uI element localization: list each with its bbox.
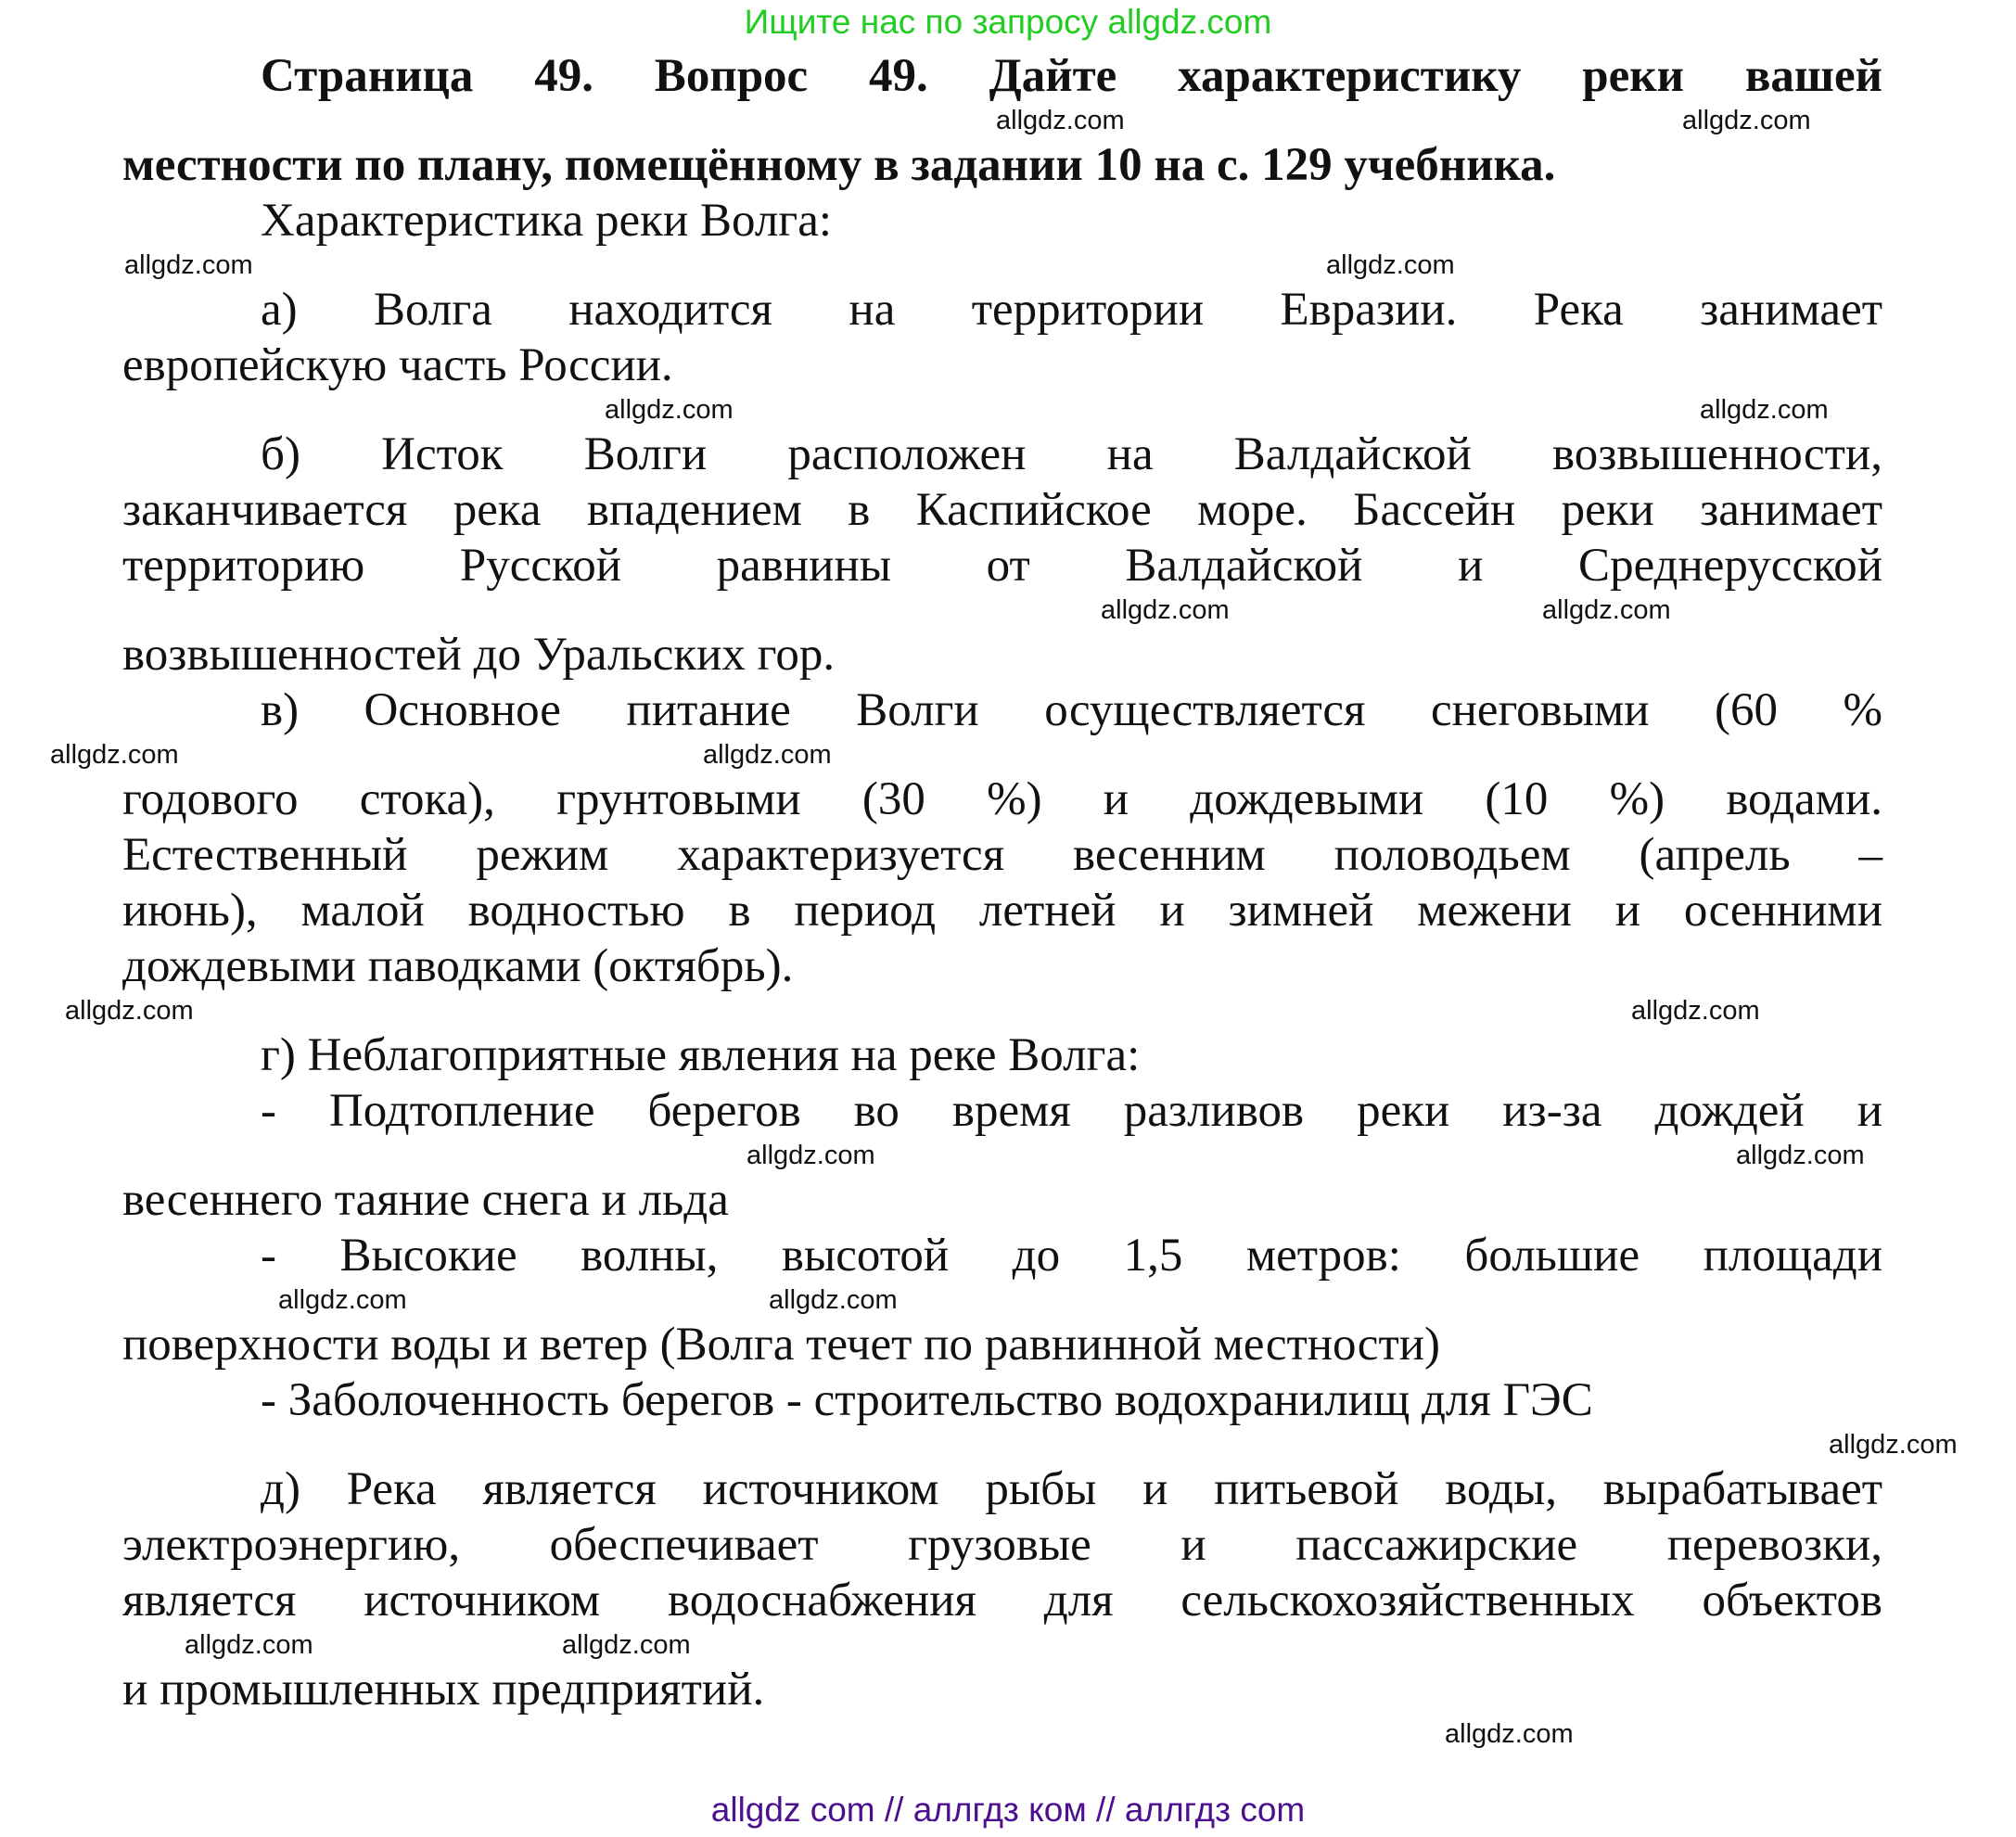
watermark: allgdz.com	[746, 1141, 875, 1170]
answer-text-line: заканчивается река впадением в Каспийское море. Бассейн реки занимает	[122, 484, 1882, 536]
answer-text-line: д) Река является источником рыбы и питьевой воды, вырабатывает	[261, 1463, 1882, 1515]
watermark: allgdz.com	[1829, 1430, 1958, 1460]
answer-text-line: - Заболоченность берегов - строительство водохранилищ для ГЭС	[261, 1374, 1593, 1426]
answer-text-line: электроэнергию, обеспечивает грузовые и пассажирские перевозки,	[122, 1519, 1882, 1571]
answer-text-line: в) Основное питание Волги осуществляется снеговыми (60 %	[261, 684, 1882, 736]
answer-text-line: европейскую часть России.	[122, 339, 673, 391]
mirror-links-footer: allgdz com // аллгдз ком // аллгдз com	[710, 1791, 1306, 1829]
watermark: allgdz.com	[703, 740, 832, 770]
question-title-line: местности по плану, помещённому в задании 10 на с. 129 учебника.	[122, 139, 1556, 191]
question-title-line: Страница 49. Вопрос 49. Дайте характеристику реки вашей	[261, 50, 1882, 102]
watermark: allgdz.com	[1700, 395, 1829, 425]
watermark: allgdz.com	[1542, 595, 1671, 625]
answer-text-line: годового стока), грунтовыми (30 %) и дождевыми (10 %) водами.	[122, 773, 1882, 825]
watermark: allgdz.com	[1101, 595, 1230, 625]
answer-text-line: г) Неблагоприятные явления на реке Волга:	[261, 1029, 1141, 1081]
answer-text-line: поверхности воды и ветер (Волга течет по равнинной местности)	[122, 1319, 1441, 1371]
answer-text-line: Естественный режим характеризуется весенним половодьем (апрель –	[122, 829, 1882, 881]
answer-text-line: дождевыми паводками (октябрь).	[122, 940, 794, 992]
watermark: allgdz.com	[1682, 106, 1811, 135]
search-hint-banner: Ищите нас по запросу allgdz.com	[744, 3, 1272, 41]
watermark: allgdz.com	[50, 740, 179, 770]
watermark: allgdz.com	[185, 1630, 313, 1660]
answer-text-line: Характеристика реки Волга:	[261, 195, 833, 247]
answer-text-line: весеннего таяние снега и льда	[122, 1174, 729, 1226]
watermark: allgdz.com	[1631, 996, 1760, 1026]
answer-text-line: июнь), малой водностью в период летней и зимней межени и осенними	[122, 885, 1882, 937]
watermark: allgdz.com	[562, 1630, 691, 1660]
answer-text-line: - Подтопление берегов во время разливов реки из-за дождей и	[261, 1085, 1882, 1137]
watermark: allgdz.com	[65, 996, 194, 1026]
watermark: allgdz.com	[1326, 250, 1455, 280]
watermark: allgdz.com	[1445, 1719, 1574, 1749]
answer-text-line: а) Волга находится на территории Евразии. Река занимает	[261, 284, 1882, 336]
answer-text-line: возвышенностей до Уральских гор.	[122, 629, 836, 681]
watermark: allgdz.com	[124, 250, 253, 280]
watermark: allgdz.com	[605, 395, 734, 425]
answer-text-line: - Высокие волны, высотой до 1,5 метров: большие площади	[261, 1230, 1882, 1282]
answer-text-line: б) Исток Волги расположен на Валдайской возвышенности,	[261, 428, 1882, 480]
watermark: allgdz.com	[996, 106, 1125, 135]
answer-text-line: территорию Русской равнины от Валдайской и Среднерусской	[122, 540, 1882, 592]
answer-text-line: и промышленных предприятий.	[122, 1664, 765, 1716]
watermark: allgdz.com	[769, 1285, 898, 1315]
watermark: allgdz.com	[278, 1285, 407, 1315]
answer-text-line: является источником водоснабжения для сельскохозяйственных объектов	[122, 1575, 1882, 1627]
watermark: allgdz.com	[1736, 1141, 1865, 1170]
